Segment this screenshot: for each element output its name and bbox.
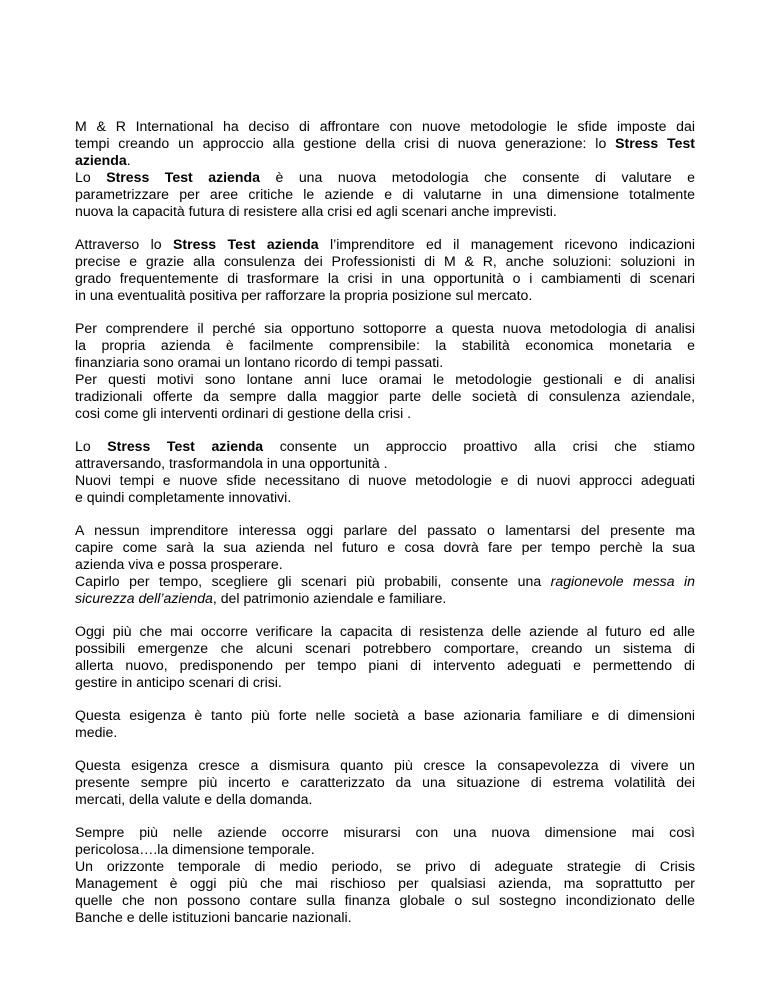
text-line: A nessun imprenditore interessa oggi parlare del passato o lamentarsi del presente ma <box>75 522 695 538</box>
text-line: attraversando, trasformandola in una opportunità . <box>75 455 388 471</box>
bold-term: Stress Test azienda <box>173 236 319 252</box>
text-line: possibili emergenze che alcuni scenari potrebbero comportare, creando un sistema di <box>75 640 695 656</box>
text-line: Management è oggi più che mai rischioso per qualsiasi azienda, ma soprattutto per <box>75 875 695 891</box>
text-line: mercati, della valute e della domanda. <box>75 791 313 807</box>
text-line: in una eventualità positiva per rafforzare la propria posizione sul mercato. <box>75 287 533 303</box>
document-page <box>75 118 695 942</box>
bold-term: azienda <box>75 152 127 168</box>
text-line: allerta nuovo, predisponendo per tempo piani di intervento adeguati e permettendo di <box>75 657 695 673</box>
text-line: Questa esigenza è tanto più forte nelle società a base azionaria familiare e di dimensioni <box>75 707 695 723</box>
text-line: pericolosa….la dimensione temporale. <box>75 841 315 857</box>
text-line: cosi come gli interventi ordinari di gestione della crisi . <box>75 405 412 421</box>
bold-term: Stress Test azienda <box>106 169 260 185</box>
text-line: capire come sarà la sua azienda nel futuro e cosa dovrà fare per tempo perchè la sua <box>75 539 695 555</box>
paragraph-family-business <box>75 707 695 741</box>
text-line: Questa esigenza cresce a dismisura quanto più cresce la consapevolezza di vivere un <box>75 757 695 773</box>
bold-term: Stress Test azienda <box>107 438 264 454</box>
text-line: Oggi più che mai occorre verificare la capacita di resistenza delle aziende al futuro ed alle <box>75 623 695 639</box>
text-line: azienda viva e possa prosperare. <box>75 556 283 572</box>
text-line: M & R International ha deciso di affrontare con nuove metodologie le sfide imposte dai <box>75 118 695 134</box>
text-line: Per comprendere il perché sia opportuno sottoporre a questa nuova metodologia di analisi <box>75 320 695 336</box>
text-line: sicurezza dell’azienda, del patrimonio aziendale e familiare. <box>75 590 447 606</box>
text-line: Attraverso lo Stress Test azienda l’imprenditore ed il management ricevono indicazioni <box>75 236 695 252</box>
paragraph-intro <box>75 118 695 220</box>
text-line: Nuovi tempi e nuove sfide necessitano di nuove metodologie e di nuovi approcci adeguati <box>75 472 695 488</box>
text-line: quelle che non possono contare sulla finanza globale o sul sostegno incondizionato delle <box>75 892 695 908</box>
text-line: Sempre più nelle aziende occorre misurarsi con una nuova dimensione mai così <box>75 824 695 840</box>
text-line: medie. <box>75 724 118 740</box>
text-line: presente sempre più incerto e caratterizzato da una situazione di estrema volatilità dei <box>75 774 695 790</box>
text-line: parametrizzare per aree critiche le aziende e di valutarne in una dimensione totalmente <box>75 186 695 202</box>
text-line: Lo Stress Test azienda è una nuova metodologia che consente di valutare e <box>75 169 696 185</box>
bold-term: Stress Test <box>615 135 695 151</box>
text-line: e quindi completamente innovativi. <box>75 489 292 505</box>
text-line: Lo Stress Test azienda consente un approccio proattivo alla crisi che stiamo <box>75 438 696 454</box>
paragraph-resilience <box>75 623 695 691</box>
text-line: grado frequentemente di trasformare la crisi in una opportunità o i cambiamenti di scenari <box>75 270 695 286</box>
italic-phrase: ragionevole messa in <box>550 573 696 589</box>
text-line: nuova la capacità futura di resistere alla crisi ed agli scenari anche imprevisti. <box>75 203 557 219</box>
paragraph-time-dimension <box>75 824 695 926</box>
text-line: gestire in anticipo scenari di crisi. <box>75 674 282 690</box>
text-line: tempi creando un approccio alla gestione della crisi di nuova generazione: lo Stress Test <box>75 135 695 151</box>
text-line: azienda. <box>75 152 131 168</box>
text-line: Capirlo per tempo, scegliere gli scenari più probabili, consente una ragionevole messa in <box>75 573 696 589</box>
paragraph-volatility <box>75 757 695 808</box>
text-line: Banche e delle istituzioni bancarie nazionali. <box>75 909 352 925</box>
text-line: la propria azienda è facilmente comprensibile: la stabilità economica monetaria e <box>75 337 695 353</box>
paragraph-stress-test <box>75 236 695 304</box>
text-line: Per questi motivi sono lontane anni luce oramai le metodologie gestionali e di analisi <box>75 371 695 387</box>
paragraph-proactive <box>75 438 695 506</box>
text-line: Un orizzonte temporale di medio periodo, se privo di adeguate strategie di Crisis <box>75 858 695 874</box>
paragraph-future <box>75 522 695 607</box>
italic-phrase: sicurezza dell’azienda <box>75 590 213 606</box>
paragraph-motivation <box>75 320 695 422</box>
text-line: precise e grazie alla consulenza dei Professionisti di M & R, anche soluzioni: soluzioni in <box>75 253 695 269</box>
text-line: tradizionali offerte da sempre dalla maggior parte delle società di consulenza aziendale, <box>75 388 695 404</box>
text-line: finanziaria sono oramai un lontano ricordo di tempi passati. <box>75 354 444 370</box>
